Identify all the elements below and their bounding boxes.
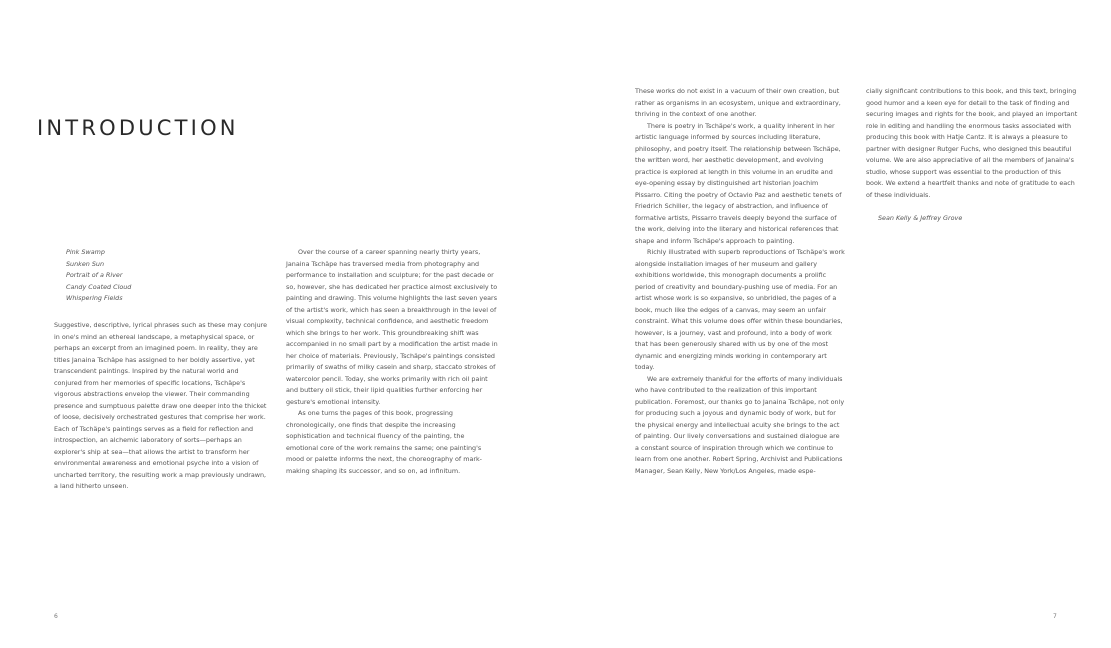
page-number-left: 6 — [54, 613, 58, 620]
painting-titles-list — [66, 247, 131, 305]
painting-title: Portrait of a River — [66, 271, 123, 279]
text-column-2 — [286, 247, 498, 477]
paragraph: There is poetry in Tschäpe's work, a quality inherent in her artistic language informed by sources including literature, philosophy, and poetry itself. The relationship between Tschäpe, the written word, her aesthetic development, and evolving practice is explored at length in this volume in an erudite and eye-opening essay by distinguished art historian Joachim Pissarro. Citing the poetry of Octavio Paz and aesthetic tenets of Friedrich Schiller, the legacy of abstraction, and influence of formative artists, Pissarro travels deeply beyond the surface of the work, delving into the literary and historical references that shape and inform Tschäpe's approach to painting. — [635, 121, 842, 245]
paragraph: We are extremely thankful for the efforts of many individuals who have contributed to the realization of this important publication. Foremost, our thanks go to Janaina Tschäpe, not only for producing such a joyous and dynamic body of work, but for the physical energy and intellectual acuity she brings to the act of painting. Our lively conversations and sustained dialogue are a constant source of inspiration through which we continue to learn from one another. Robert Spring, Archivist and Publications Manager, Sean Kelly, New York/Los Angeles, made espe- — [635, 374, 845, 475]
paragraph: These works do not exist in a vacuum of their own creation, but rather as organisms in an ecosystem, unique and extraordinary, thriving in the context of one another. — [635, 87, 841, 118]
signature: Sean Kelly & Jeffrey Grove — [878, 214, 963, 222]
paragraph: Richly illustrated with superb reproductions of Tschäpe's work alongside installation images of her museum and gallery exhibitions worldwide, this monograph documents a prolific period of creativity and boundary-pushing use of media. For an artist whose work is so expansive, so unbridled, the pages of a book, much like the edges of a canvas, may seem an unfair constraint. What this volume does offer within these boundaries, however, is a journey, vast and profound, into a body of work that has been generously shared with us by one of the most dynamic and energizing minds working in contemporary art today. — [635, 248, 845, 371]
paragraph: As one turns the pages of this book, progressing chronologically, one finds that despite the increasing sophistication and technical fluency of the painting, the emotional core of the work remains the same; one painting's mood or palette informs the next, the choreography of mark-making shaping its successor, and so on, ad infinitum. — [286, 409, 482, 475]
text-column-3 — [635, 86, 845, 477]
painting-title: Sunken Sun — [66, 259, 105, 268]
text-column-1 — [54, 320, 268, 493]
painting-title: Candy Coated Cloud — [66, 282, 132, 291]
painting-title: Whispering Fields — [66, 294, 123, 302]
page-title: INTRODUCTION — [37, 116, 239, 140]
paragraph: cially significant contributions to this book, and this text, bringing good humor and a keen eye for detail to the task of finding and securing images and rights for the book, and played an important role in editing and handling the enormous tasks associated with producing this book with Hatje Cantz. It is always a pleasure to partner with designer Rutger Fuchs, who designed this beautiful volume. We are also appreciative of all the members of Janaina's studio, whose support was essential to the production of this book. We extend a heartfelt thanks and note of gratitude to each of these individuals. — [866, 87, 1078, 199]
paragraph: Over the course of a career spanning nearly thirty years, Janaina Tschäpe has traversed media from photography and performance to installation and sculpture; for the past decade or so, however, she has dedicated her practice almost exclusively to painting and drawing. This volume highlights the last seven years of the artist's work, which has seen a breakthrough in the level of visual complexity, technical confidence, and aesthetic freedom which she brings to her work. This groundbreaking shift was accompanied in no small part by a modification the artist made in her choice of materials. Previously, Tschäpe's paintings consisted primarily of swaths of milky casein and sharp, staccato strokes of watercolor pencil. Today, she works primarily with rich oil paint and buttery oil stick, their lipid qualities further enforcing her gesture's emotional intensity. — [286, 248, 498, 406]
paragraph: Suggestive, descriptive, lyrical phrases such as these may conjure in one's mind an ethereal landscape, a metaphysical space, or perhaps an excerpt from an imagined poem. In reality, they are titles Janaina Tschäpe has assigned to her boldly assertive, yet transcendent paintings. Inspired by the natural world and conjured from her memories of specific locations, Tschäpe's vigorous abstractions envelop the viewer. Their commanding presence and sumptuous palette draw one deeper into the thicket of loose, decisively orchestrated gestures that comprise her work. Each of Tschäpe's paintings serves as a field for reflection and introspection, an alchemic laboratory of sorts—perhaps an explorer's ship at sea—that allows the artist to transform her environmental awareness and emotional psyche into a vision of uncharted territory, the resulting work a map previously undrawn, a land hitherto unseen. — [54, 321, 268, 490]
page-number-right: 7 — [1053, 613, 1057, 620]
text-column-4 — [866, 86, 1078, 225]
painting-title: Pink Swamp — [66, 248, 105, 256]
